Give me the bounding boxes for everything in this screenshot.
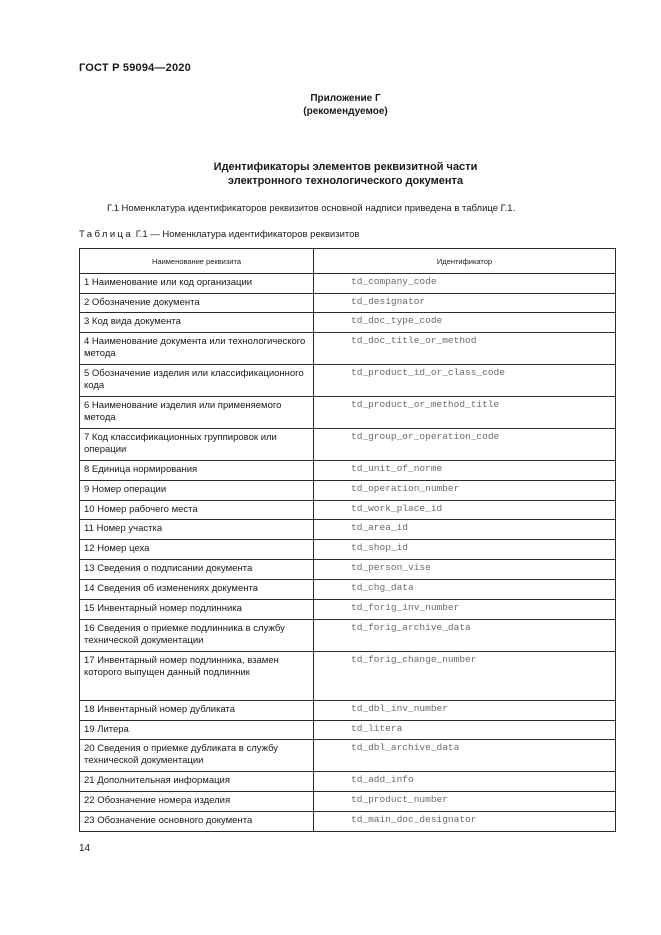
table-row — [80, 721, 616, 740]
identifier-cell: td_product_or_method_title — [314, 397, 616, 429]
table-row — [80, 274, 616, 294]
table-row — [80, 560, 616, 580]
identifier-cell: td_dbl_archive_data — [314, 740, 616, 772]
identifier-cell: td_product_id_or_class_code — [314, 365, 616, 397]
identifier-cell: td_forig_inv_number — [314, 600, 616, 620]
table-row — [80, 365, 616, 397]
requisite-name-cell: 2 Обозначение документа — [80, 294, 314, 313]
table-row — [80, 792, 616, 812]
table-row — [80, 520, 616, 540]
identifier-cell: td_forig_change_number — [314, 652, 616, 701]
requisite-name-cell: 9 Номер операции — [80, 481, 314, 501]
table-caption — [79, 229, 359, 240]
header-identifier: Идентификатор — [314, 249, 616, 274]
identifier-cell: td_company_code — [314, 274, 616, 294]
requisite-name-cell: 16 Сведения о приемке подлинника в службу технической документации — [80, 620, 314, 652]
identifier-cell: td_person_vise — [314, 560, 616, 580]
identifier-cell: td_product_number — [314, 792, 616, 812]
requisite-name-cell: 13 Сведения о подписании документа — [80, 560, 314, 580]
identifier-cell: td_group_or_operation_code — [314, 429, 616, 461]
identifier-cell: td_operation_number — [314, 481, 616, 501]
requisite-name-cell: 10 Номер рабочего места — [80, 501, 314, 520]
section-title-line1: Идентификаторы элементов реквизитной части — [213, 161, 478, 173]
table-row — [80, 397, 616, 429]
requisite-name-cell: 19 Литера — [80, 721, 314, 740]
table-caption-text: Г.1 — Номенклатура идентификаторов реквизитов — [133, 229, 360, 240]
identifier-cell: td_main_doc_designator — [314, 812, 616, 832]
requisite-name-cell: 3 Код вида документа — [80, 313, 314, 333]
header-name: Наименование реквизита — [80, 249, 314, 274]
table-row — [80, 580, 616, 600]
requisite-name-cell: 8 Единица нормирования — [80, 461, 314, 481]
section-title-line2: электронного технологического документа — [227, 175, 464, 187]
requisite-name-cell: 18 Инвентарный номер дубликата — [80, 701, 314, 721]
requisite-name-cell: 14 Сведения об изменениях документа — [80, 580, 314, 600]
table-row — [80, 701, 616, 721]
requisite-name-cell: 17 Инвентарный номер подлинника, взамен которого выпущен данный подлинник — [80, 652, 314, 701]
table-row — [80, 600, 616, 620]
identifier-cell: td_area_id — [314, 520, 616, 540]
table-row — [80, 652, 616, 701]
identifiers-table — [79, 248, 616, 832]
requisite-name-cell: 6 Наименование изделия или применяемого метода — [80, 397, 314, 429]
table-row — [80, 772, 616, 792]
table-row — [80, 313, 616, 333]
identifier-cell: td_chg_data — [314, 580, 616, 600]
requisite-name-cell: 4 Наименование документа или технологического метода — [80, 333, 314, 365]
identifier-cell: td_doc_title_or_method — [314, 333, 616, 365]
identifier-cell: td_designator — [314, 294, 616, 313]
page-number: 14 — [79, 843, 91, 854]
identifier-cell: td_shop_id — [314, 540, 616, 560]
requisite-name-cell: 20 Сведения о приемке дубликата в службу технической документации — [80, 740, 314, 772]
table-row — [80, 540, 616, 560]
appendix-label: Приложение Г — [310, 93, 381, 104]
requisite-name-cell: 22 Обозначение номера изделия — [80, 792, 314, 812]
table-row — [80, 461, 616, 481]
appendix-status: (рекомендуемое) — [303, 106, 388, 117]
identifier-cell: td_work_place_id — [314, 501, 616, 520]
intro-paragraph: Г.1 Номенклатура идентификаторов реквизитов основной надписи приведена в таблице Г.1. — [107, 203, 516, 214]
table-row — [80, 481, 616, 501]
table-row — [80, 333, 616, 365]
identifier-cell: td_doc_type_code — [314, 313, 616, 333]
requisite-name-cell: 12 Номер цеха — [80, 540, 314, 560]
appendix-heading — [0, 92, 661, 118]
requisite-name-cell: 1 Наименование или код организации — [80, 274, 314, 294]
requisite-name-cell: 7 Код классификационных группировок или операции — [80, 429, 314, 461]
identifier-cell: td_dbl_inv_number — [314, 701, 616, 721]
table-row — [80, 740, 616, 772]
table-row — [80, 812, 616, 832]
section-title — [0, 160, 661, 188]
identifier-cell: td_litera — [314, 721, 616, 740]
table-row — [80, 429, 616, 461]
table-row — [80, 620, 616, 652]
requisite-name-cell: 11 Номер участка — [80, 520, 314, 540]
table-caption-prefix: Таблица — [79, 229, 134, 240]
identifier-cell: td_add_info — [314, 772, 616, 792]
identifier-cell: td_unit_of_norme — [314, 461, 616, 481]
requisite-name-cell: 5 Обозначение изделия или классификационного кода — [80, 365, 314, 397]
standard-header: ГОСТ Р 59094—2020 — [79, 62, 191, 74]
table-header-row — [80, 249, 616, 274]
table-row — [80, 501, 616, 520]
table-row — [80, 294, 616, 313]
requisite-name-cell: 15 Инвентарный номер подлинника — [80, 600, 314, 620]
identifier-cell: td_forig_archive_data — [314, 620, 616, 652]
requisite-name-cell: 21 Дополнительная информация — [80, 772, 314, 792]
requisite-name-cell: 23 Обозначение основного документа — [80, 812, 314, 832]
